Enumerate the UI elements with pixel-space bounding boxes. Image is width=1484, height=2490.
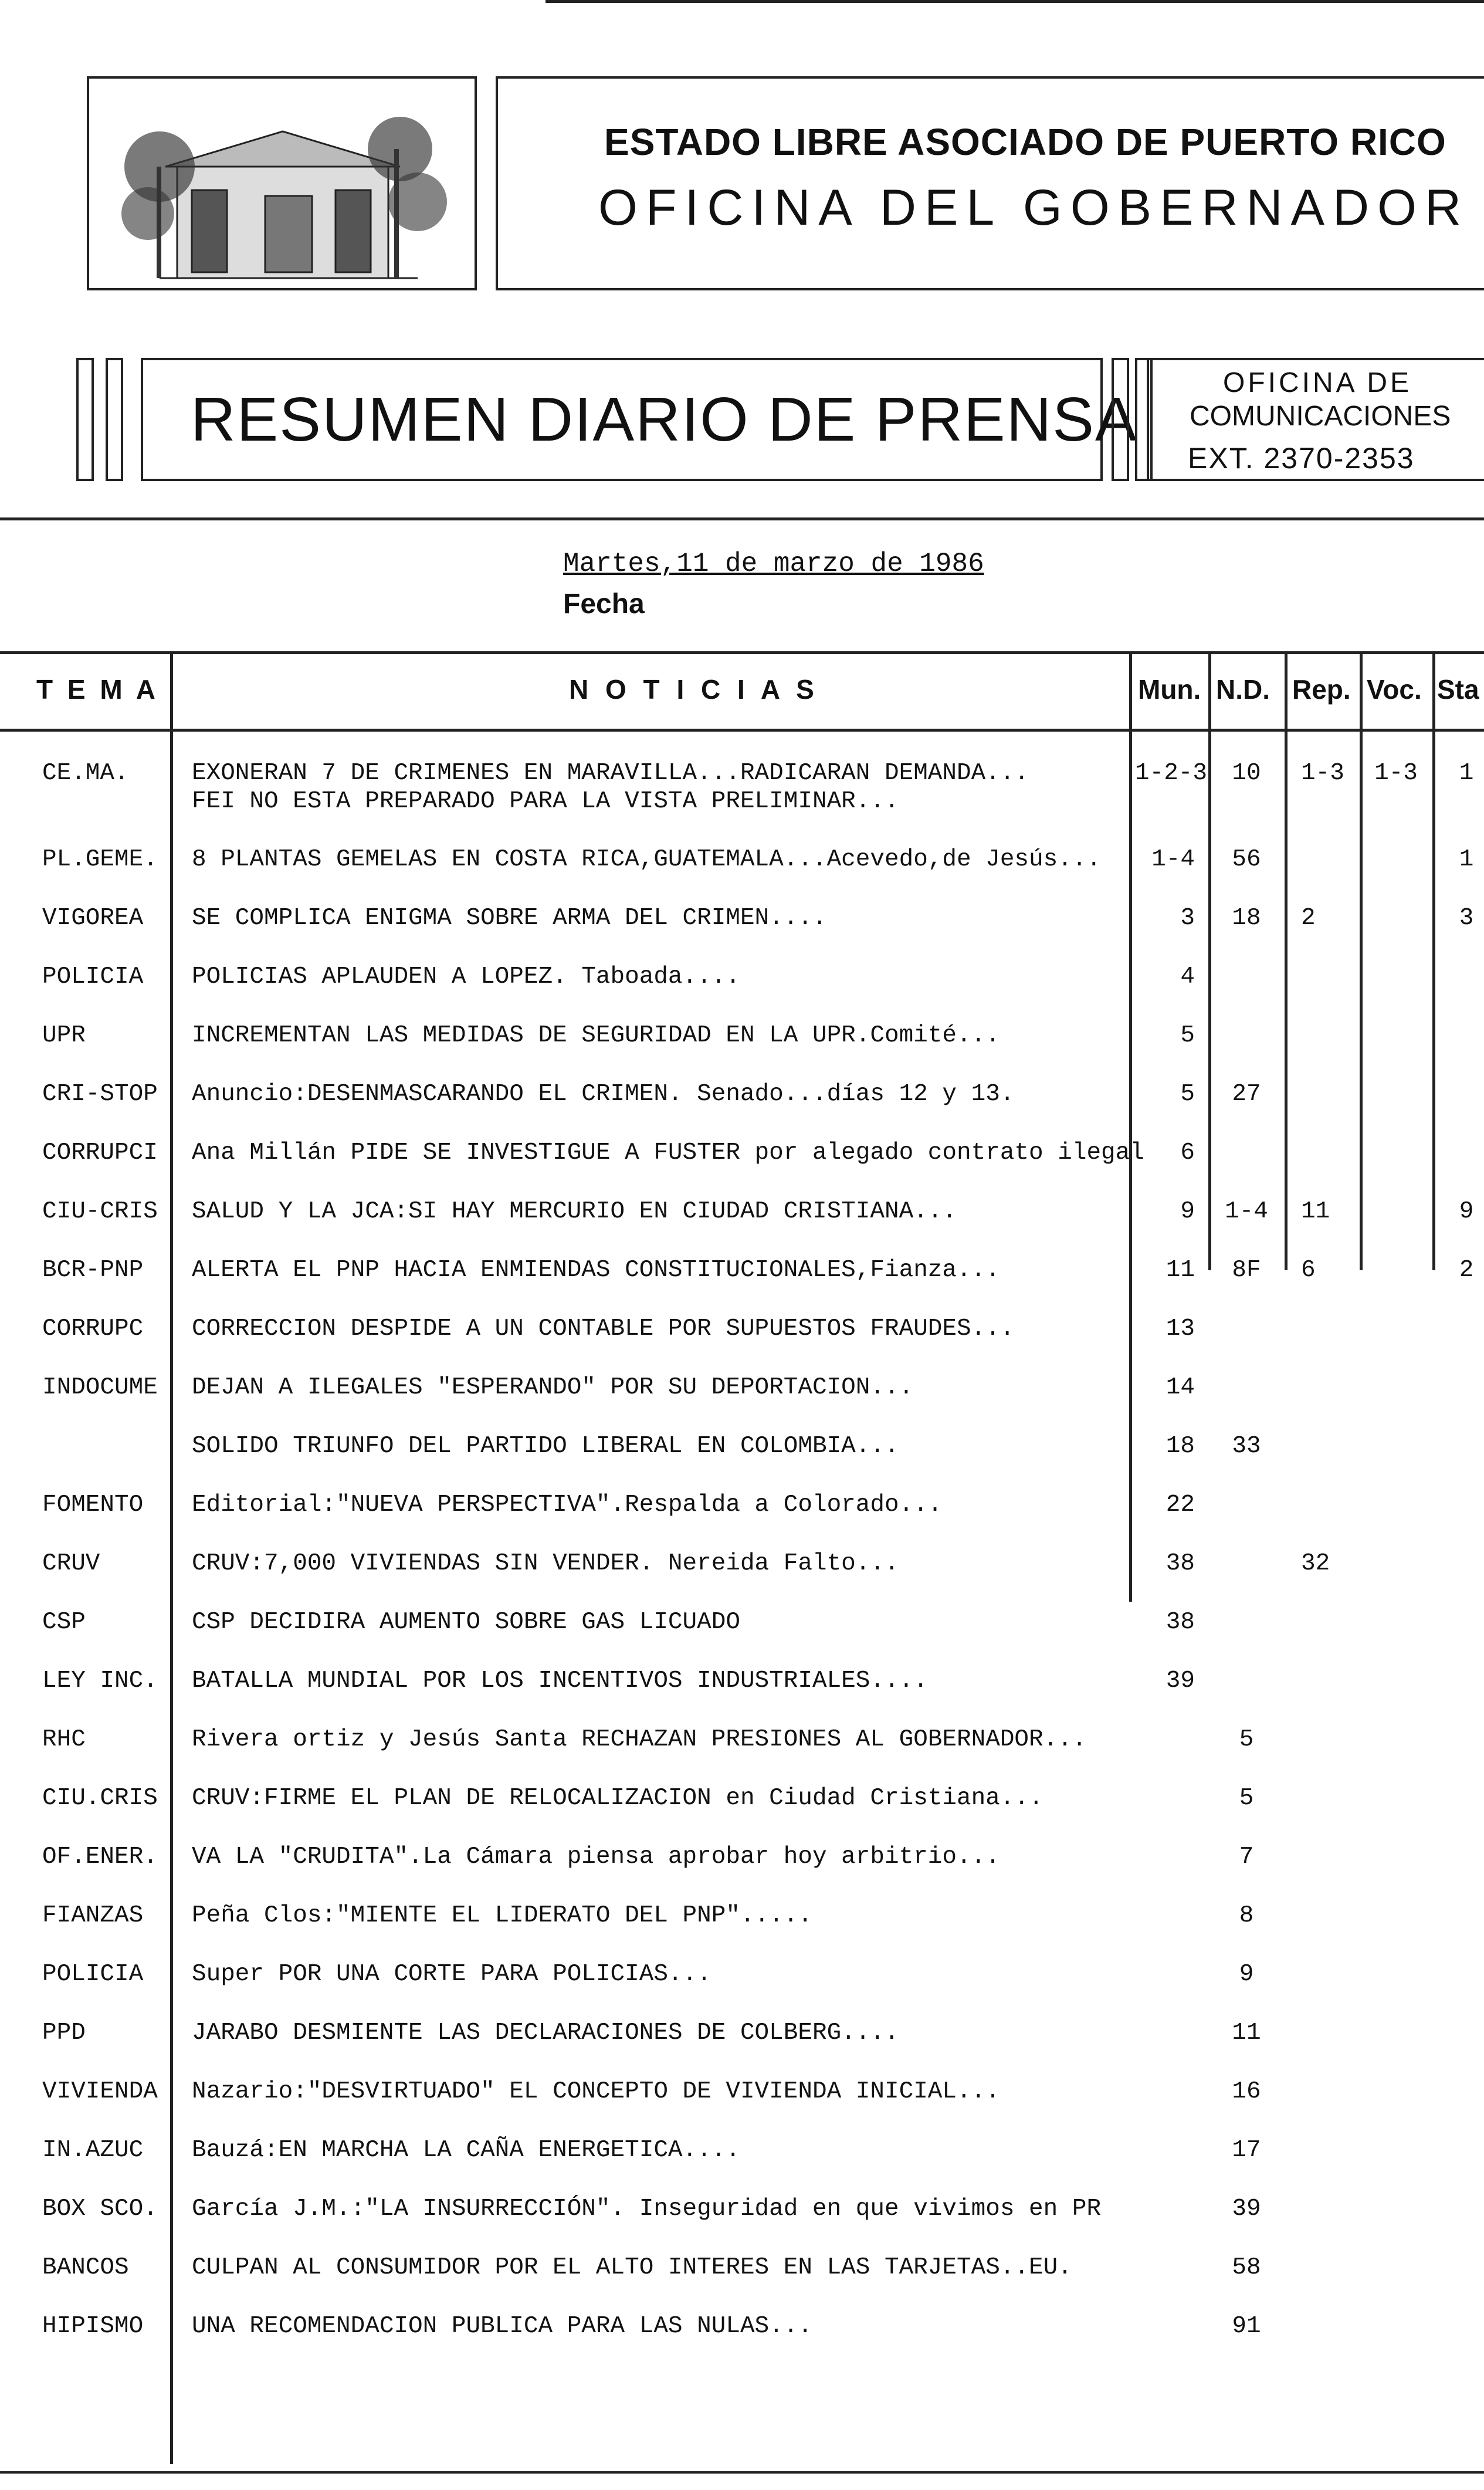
header-rep: Rep. <box>1292 674 1351 705</box>
mun-cell: 5 <box>1180 1081 1195 1108</box>
tema-cell: LEY INC. <box>42 1667 158 1694</box>
nd-cell: 11 <box>1232 2019 1261 2046</box>
noticia-cell: Anuncio:DESENMASCARANDO EL CRIMEN. Senado...días 12 y 13. <box>192 1081 1015 1108</box>
top-rule <box>546 0 1484 3</box>
sta-cell: 1 <box>1459 846 1474 873</box>
mun-cell: 5 <box>1180 1022 1195 1049</box>
table-top-rule <box>0 651 1484 654</box>
table-row <box>0 1667 1484 1720</box>
table-row <box>0 1726 1484 1779</box>
table-row <box>0 1315 1484 1368</box>
table-row <box>0 2195 1484 2248</box>
nd-cell: 17 <box>1232 2137 1261 2164</box>
table-row <box>0 846 1484 899</box>
mun-cell: 18 <box>1165 1433 1195 1460</box>
mun-cell: 6 <box>1180 1139 1195 1166</box>
noticia-cell: JARABO DESMIENTE LAS DECLARACIONES DE COLBERG.... <box>192 2019 899 2046</box>
noticia-cell: VA LA "CRUDITA".La Cámara piensa aprobar hoy arbitrio... <box>192 1843 1000 1870</box>
tema-cell: POLICIA <box>42 1961 144 1988</box>
tema-cell: CE.MA. <box>42 760 129 787</box>
table-bottom-rule <box>0 2471 1484 2474</box>
tema-cell: IN.AZUC <box>42 2137 144 2164</box>
table-row <box>0 1902 1484 1955</box>
tema-cell: PPD <box>42 2019 86 2046</box>
noticia-cell: POLICIAS APLAUDEN A LOPEZ. Taboada.... <box>192 963 740 990</box>
nd-cell: 58 <box>1232 2254 1261 2281</box>
table-row <box>0 2254 1484 2307</box>
noticia-cell: INCREMENTAN LAS MEDIDAS DE SEGURIDAD EN LA UPR.Comité... <box>192 1022 1000 1049</box>
table-row <box>0 1198 1484 1251</box>
noticia-cell: Nazario:"DESVIRTUADO" EL CONCEPTO DE VIVIENDA INICIAL... <box>192 2078 1000 2105</box>
nd-cell: 1-4 <box>1225 1198 1268 1225</box>
noticia-cell: UNA RECOMENDACION PUBLICA PARA LAS NULAS... <box>192 2313 812 2340</box>
noticia-cell: Bauzá:EN MARCHA LA CAÑA ENERGETICA.... <box>192 2137 740 2164</box>
nd-cell: 18 <box>1232 905 1261 932</box>
header-sta: Sta <box>1437 674 1479 705</box>
table-row <box>0 760 1484 813</box>
table-row <box>0 1374 1484 1427</box>
nd-cell: 5 <box>1239 1726 1254 1753</box>
noticia-cell: BATALLA MUNDIAL POR LOS INCENTIVOS INDUSTRIALES.... <box>192 1667 928 1694</box>
noticia-cell: CULPAN AL CONSUMIDOR POR EL ALTO INTERES EN LAS TARJETAS..EU. <box>192 2254 1072 2281</box>
tema-cell: VIVIENDA <box>42 2078 158 2105</box>
table-row <box>0 1433 1484 1486</box>
noticia-cell: Super POR UNA CORTE PARA POLICIAS... <box>192 1961 711 1988</box>
header-tema: T E M A <box>36 674 159 705</box>
noticia-cell: Rivera ortiz y Jesús Santa RECHAZAN PRESIONES AL GOBERNADOR... <box>192 1726 1087 1753</box>
header-voc: Voc. <box>1367 674 1422 705</box>
state-name: ESTADO LIBRE ASOCIADO DE PUERTO RICO <box>604 121 1446 163</box>
tema-cell: BOX SCO. <box>42 2195 158 2222</box>
mun-cell: 1-2-3 <box>1135 760 1208 787</box>
tema-cell: CIU-CRIS <box>42 1198 158 1225</box>
nd-cell: 27 <box>1232 1081 1261 1108</box>
office-name: OFICINA DEL GOBERNADOR <box>598 180 1470 236</box>
table-row <box>0 2313 1484 2366</box>
header-rule <box>0 517 1484 520</box>
comm-extension: EXT. 2370-2353 <box>1188 442 1415 475</box>
sta-cell: 1 <box>1459 760 1474 787</box>
noticia-cell: ALERTA EL PNP HACIA ENMIENDAS CONSTITUCIONALES,Fianza... <box>192 1257 1000 1284</box>
table-row <box>0 963 1484 1016</box>
mun-cell: 9 <box>1180 1198 1195 1225</box>
nd-cell: 39 <box>1232 2195 1261 2222</box>
nd-cell: 7 <box>1239 1843 1254 1870</box>
noticia-cell: Editorial:"NUEVA PERSPECTIVA".Respalda a Colorado... <box>192 1491 943 1518</box>
comm-line-1: OFICINA DE <box>1223 367 1412 398</box>
rep-cell: 6 <box>1301 1257 1316 1284</box>
comm-line-2: COMUNICACIONES <box>1190 401 1451 432</box>
table-row <box>0 1785 1484 1838</box>
sta-cell: 2 <box>1459 1257 1474 1284</box>
date-value: Martes,11 de marzo de 1986 <box>563 549 984 579</box>
mun-cell: 38 <box>1165 1550 1195 1577</box>
mun-cell: 13 <box>1165 1315 1195 1342</box>
logo-box <box>87 76 477 290</box>
noticia-cell: 8 PLANTAS GEMELAS EN COSTA RICA,GUATEMALA...Acevedo,de Jesús... <box>192 846 1102 873</box>
nd-cell: 56 <box>1232 846 1261 873</box>
noticia-cell: García J.M.:"LA INSURRECCIÓN". Inseguridad en que vivimos en PR <box>192 2195 1102 2222</box>
tema-cell: CORRUPCI <box>42 1139 158 1166</box>
table-row <box>0 1022 1484 1075</box>
tema-cell: CRI-STOP <box>42 1081 158 1108</box>
mun-cell: 39 <box>1165 1667 1195 1694</box>
header-noticias: N O T I C I A S <box>569 674 819 705</box>
tema-cell: HIPISMO <box>42 2313 144 2340</box>
table-row <box>0 1550 1484 1603</box>
tema-cell: RHC <box>42 1726 86 1753</box>
noticia-cell: CSP DECIDIRA AUMENTO SOBRE GAS LICUADO <box>192 1609 740 1636</box>
governor-mansion-logo <box>89 79 475 288</box>
noticia-cell-line-2: FEI NO ESTA PREPARADO PARA LA VISTA PRELIMINAR... <box>192 788 899 815</box>
rep-cell: 32 <box>1301 1550 1330 1577</box>
tema-cell: OF.ENER. <box>42 1843 158 1870</box>
table-row <box>0 1257 1484 1310</box>
tema-cell: INDOCUME <box>42 1374 158 1401</box>
tema-cell: CORRUPC <box>42 1315 144 1342</box>
sta-cell: 9 <box>1459 1198 1474 1225</box>
noticia-cell: DEJAN A ILEGALES "ESPERANDO" POR SU DEPORTACION... <box>192 1374 914 1401</box>
noticia-cell: SE COMPLICA ENIGMA SOBRE ARMA DEL CRIMEN.... <box>192 905 827 932</box>
nd-cell: 8 <box>1239 1902 1254 1929</box>
mun-cell: 4 <box>1180 963 1195 990</box>
nd-cell: 33 <box>1232 1433 1261 1460</box>
tema-cell: BCR-PNP <box>42 1257 144 1284</box>
noticia-cell: SOLIDO TRIUNFO DEL PARTIDO LIBERAL EN COLOMBIA... <box>192 1433 899 1460</box>
noticia-cell: SALUD Y LA JCA:SI HAY MERCURIO EN CIUDAD CRISTIANA... <box>192 1198 957 1225</box>
sta-cell: 3 <box>1459 905 1474 932</box>
header-mun: Mun. <box>1138 674 1201 705</box>
nd-cell: 10 <box>1232 760 1261 787</box>
table-row <box>0 1491 1484 1544</box>
mun-cell: 38 <box>1165 1609 1195 1636</box>
noticia-cell: Ana Millán PIDE SE INVESTIGUE A FUSTER por alegado contrato ilegal <box>192 1139 1144 1166</box>
rep-cell: 1-3 <box>1301 760 1344 787</box>
table-row <box>0 1843 1484 1896</box>
tema-cell: VIGOREA <box>42 905 144 932</box>
nd-cell: 16 <box>1232 2078 1261 2105</box>
noticia-cell: Peña Clos:"MIENTE EL LIDERATO DEL PNP"..... <box>192 1902 812 1929</box>
table-row <box>0 2137 1484 2190</box>
tema-cell: CRUV <box>42 1550 100 1577</box>
mun-cell: 14 <box>1165 1374 1195 1401</box>
rep-cell: 11 <box>1301 1198 1330 1225</box>
mun-cell: 3 <box>1180 905 1195 932</box>
table-row <box>0 2019 1484 2072</box>
table-row <box>0 905 1484 958</box>
tema-cell: POLICIA <box>42 963 144 990</box>
voc-cell: 1-3 <box>1374 760 1418 787</box>
table-row <box>0 1961 1484 2014</box>
table-row <box>0 1139 1484 1192</box>
noticia-cell: CORRECCION DESPIDE A UN CONTABLE POR SUPUESTOS FRAUDES... <box>192 1315 1015 1342</box>
table-row <box>0 1609 1484 1662</box>
tema-cell: UPR <box>42 1022 86 1049</box>
tema-cell: FOMENTO <box>42 1491 144 1518</box>
tema-cell: BANCOS <box>42 2254 129 2281</box>
mun-cell: 1-4 <box>1151 846 1195 873</box>
tema-cell: FIANZAS <box>42 1902 144 1929</box>
nd-cell: 8F <box>1232 1257 1261 1284</box>
table-header-rule <box>0 729 1484 732</box>
tema-cell: CIU.CRIS <box>42 1785 158 1812</box>
tema-cell: PL.GEME. <box>42 846 158 873</box>
banner-title: RESUMEN DIARIO DE PRENSA <box>191 385 1138 454</box>
noticia-cell: CRUV:7,000 VIVIENDAS SIN VENDER. Nereida Falto... <box>192 1550 899 1577</box>
table-row <box>0 1081 1484 1134</box>
nd-cell: 91 <box>1232 2313 1261 2340</box>
rep-cell: 2 <box>1301 905 1316 932</box>
table-row <box>0 2078 1484 2131</box>
nd-cell: 9 <box>1239 1961 1254 1988</box>
tema-cell: CSP <box>42 1609 86 1636</box>
date-label: Fecha <box>563 588 645 620</box>
mun-cell: 22 <box>1165 1491 1195 1518</box>
nd-cell: 5 <box>1239 1785 1254 1812</box>
noticia-cell: EXONERAN 7 DE CRIMENES EN MARAVILLA...RADICARAN DEMANDA... <box>192 760 1029 787</box>
header-nd: N.D. <box>1216 674 1270 705</box>
mun-cell: 11 <box>1165 1257 1195 1284</box>
noticia-cell: CRUV:FIRME EL PLAN DE RELOCALIZACION en Ciudad Cristiana... <box>192 1785 1043 1812</box>
